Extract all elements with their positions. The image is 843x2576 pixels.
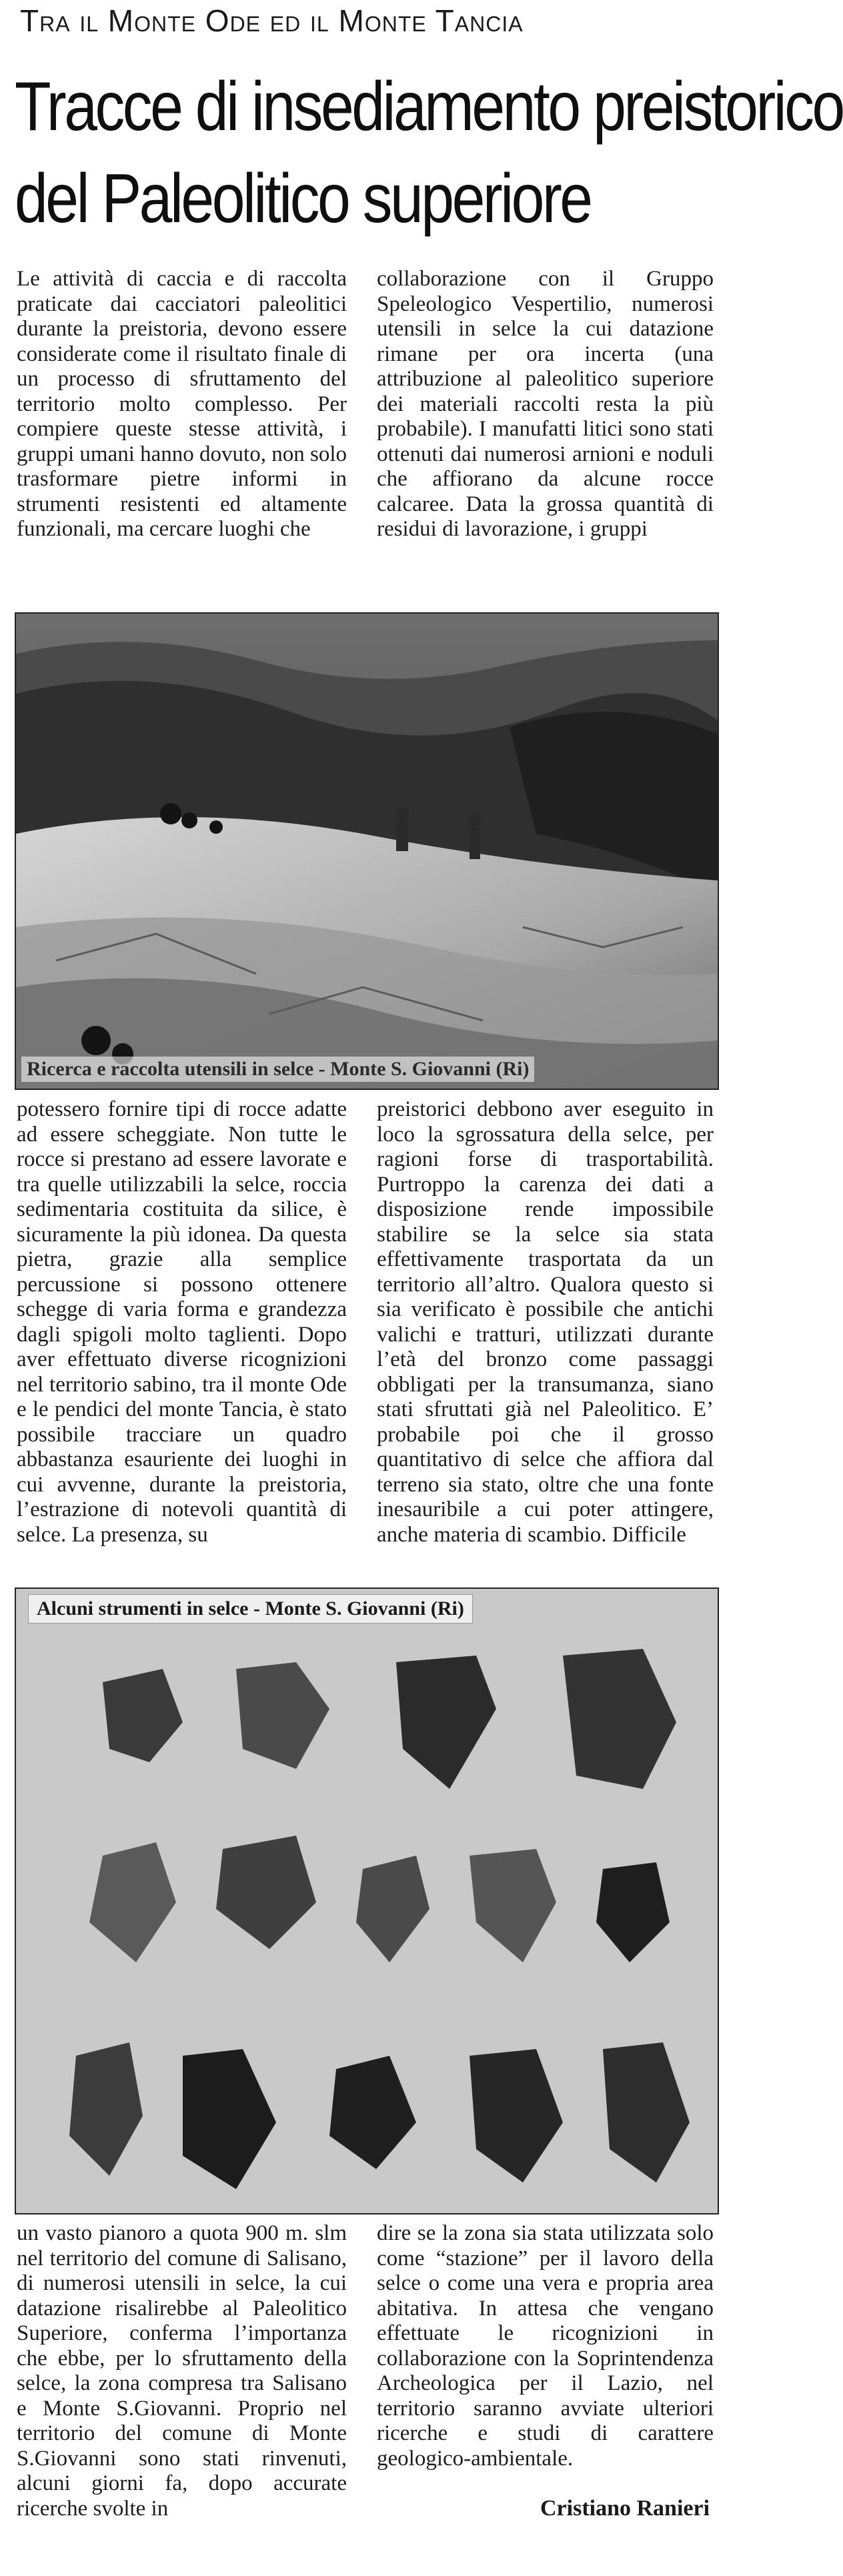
tools-photo [15,1587,719,2214]
article-column-3-left [17,2221,347,2521]
tools-caption: Alcuni strumenti in selce - Monte S. Giovanni (Ri) [28,1594,473,1624]
article-text: dire se la zona sia stata utilizzata solo come “stazione” per il lavoro della selce o come una vera e propria area abitativa. In attesa che vengano effettuate le ricognizioni in collaborazione con la Soprintendenza Archeologica per il Lazio, nel territorio saranno avviate ulteriori ricerche e studi di carattere geologico-ambientale. [377,2221,714,2471]
landscape-caption: Ricerca e raccolta utensili in selce - Monte S. Giovanni (Ri) [21,1057,534,1082]
article-text: un vasto pianoro a quota 900 m. slm nel territorio del comune di Salisano, di numerosi utensili in selce, la cui datazione risalirebbe al Paleolitico Superiore, conferma l’importanza che ebbe, per lo sfruttamento della selce, la zona compresa tra Salisano e Monte S.Giovanni. Proprio nel territorio del comune di Monte S.Giovanni sono stati rinvenuti, alcuni giorni fa, dopo accurate ricerche svolte in [17,2221,347,2521]
article-column-2-right [377,1097,714,1547]
article-column-3-right [377,2221,714,2471]
kicker: Tra il Monte Ode ed il Monte Tancia [20,3,524,38]
article-text: potessero fornire tipi di rocce adatte ad essere scheggiate. Non tutte le rocce si prestano ad essere lavorate e tra quelle utilizzabili la selce, roccia sedimentaria costituita da silice, è sicuramente la più idonea. Da questa pietra, grazie alla semplice percussione si possono ottenere schegge di varia forma e grandezza dagli spigoli molto taglienti. Dopo aver effettuato diverse ricognizioni nel territorio sabino, tra il monte Ode e le pendici del monte Tancia, è stato possibile tracciare un quadro abbastanza esauriente dei luoghi in cui avvenne, durante la preistoria, l’estrazione di notevoli quantità di selce. La presenza, su [17,1097,347,1547]
headline-line-2: del Paleolitico superiore [15,160,591,237]
article-column-1-left [17,267,347,542]
article-text: preistorici debbono aver eseguito in loco la sgrossatura della selce, per ragioni forse di trasportabilità. Purtroppo la carenza dei dati a disposizione rende impossibile stabilire se la selce sia stata effettivamente trasportata da un territorio all’altro. Qualora questo si sia verificato è possibile che antichi valichi e tratturi, utilizzati durante l’età del bronzo come passaggi obbligati per la transumanza, siano stati sfruttati già nel Paleolitico. E’ probabile poi che il grosso quantitativo di selce che affiora dal terreno sia stato, oltre che una fonte inesauribile a cui poter attingere, anche materia di scambio. Difficile [377,1097,714,1547]
article-column-1-right [377,267,714,542]
byline: Cristiano Ranieri [540,2496,710,2521]
article-text: Le attività di caccia e di raccolta praticate dai cacciatori paleolitici durante la preistoria, devono essere considerate come il risultato finale di un processo di sfruttamento del territorio molto complesso. Per compiere queste stesse attività, i gruppi umani hanno dovuto, non solo trasformare pietre informi in strumenti resistenti ed altamente funzionali, ma cercare luoghi che [17,267,347,541]
article-column-2-left [17,1097,347,1547]
article-text: collaborazione con il Gruppo Speleologico Vespertilio, numerosi utensili in selce la cui datazione rimane per ora incerta (una attribuzione al paleolitico superiore dei materiali raccolti resta la più probabile). I manufatti litici sono stati ottenuti dai numerosi arnioni e noduli che affiorano da alcune rocce calcaree. Data la grossa quantità di residui di lavorazione, i gruppi [377,267,714,541]
landscape-photo [15,612,719,1090]
headline-line-1: Tracce di insediamento preistorico [15,68,843,145]
